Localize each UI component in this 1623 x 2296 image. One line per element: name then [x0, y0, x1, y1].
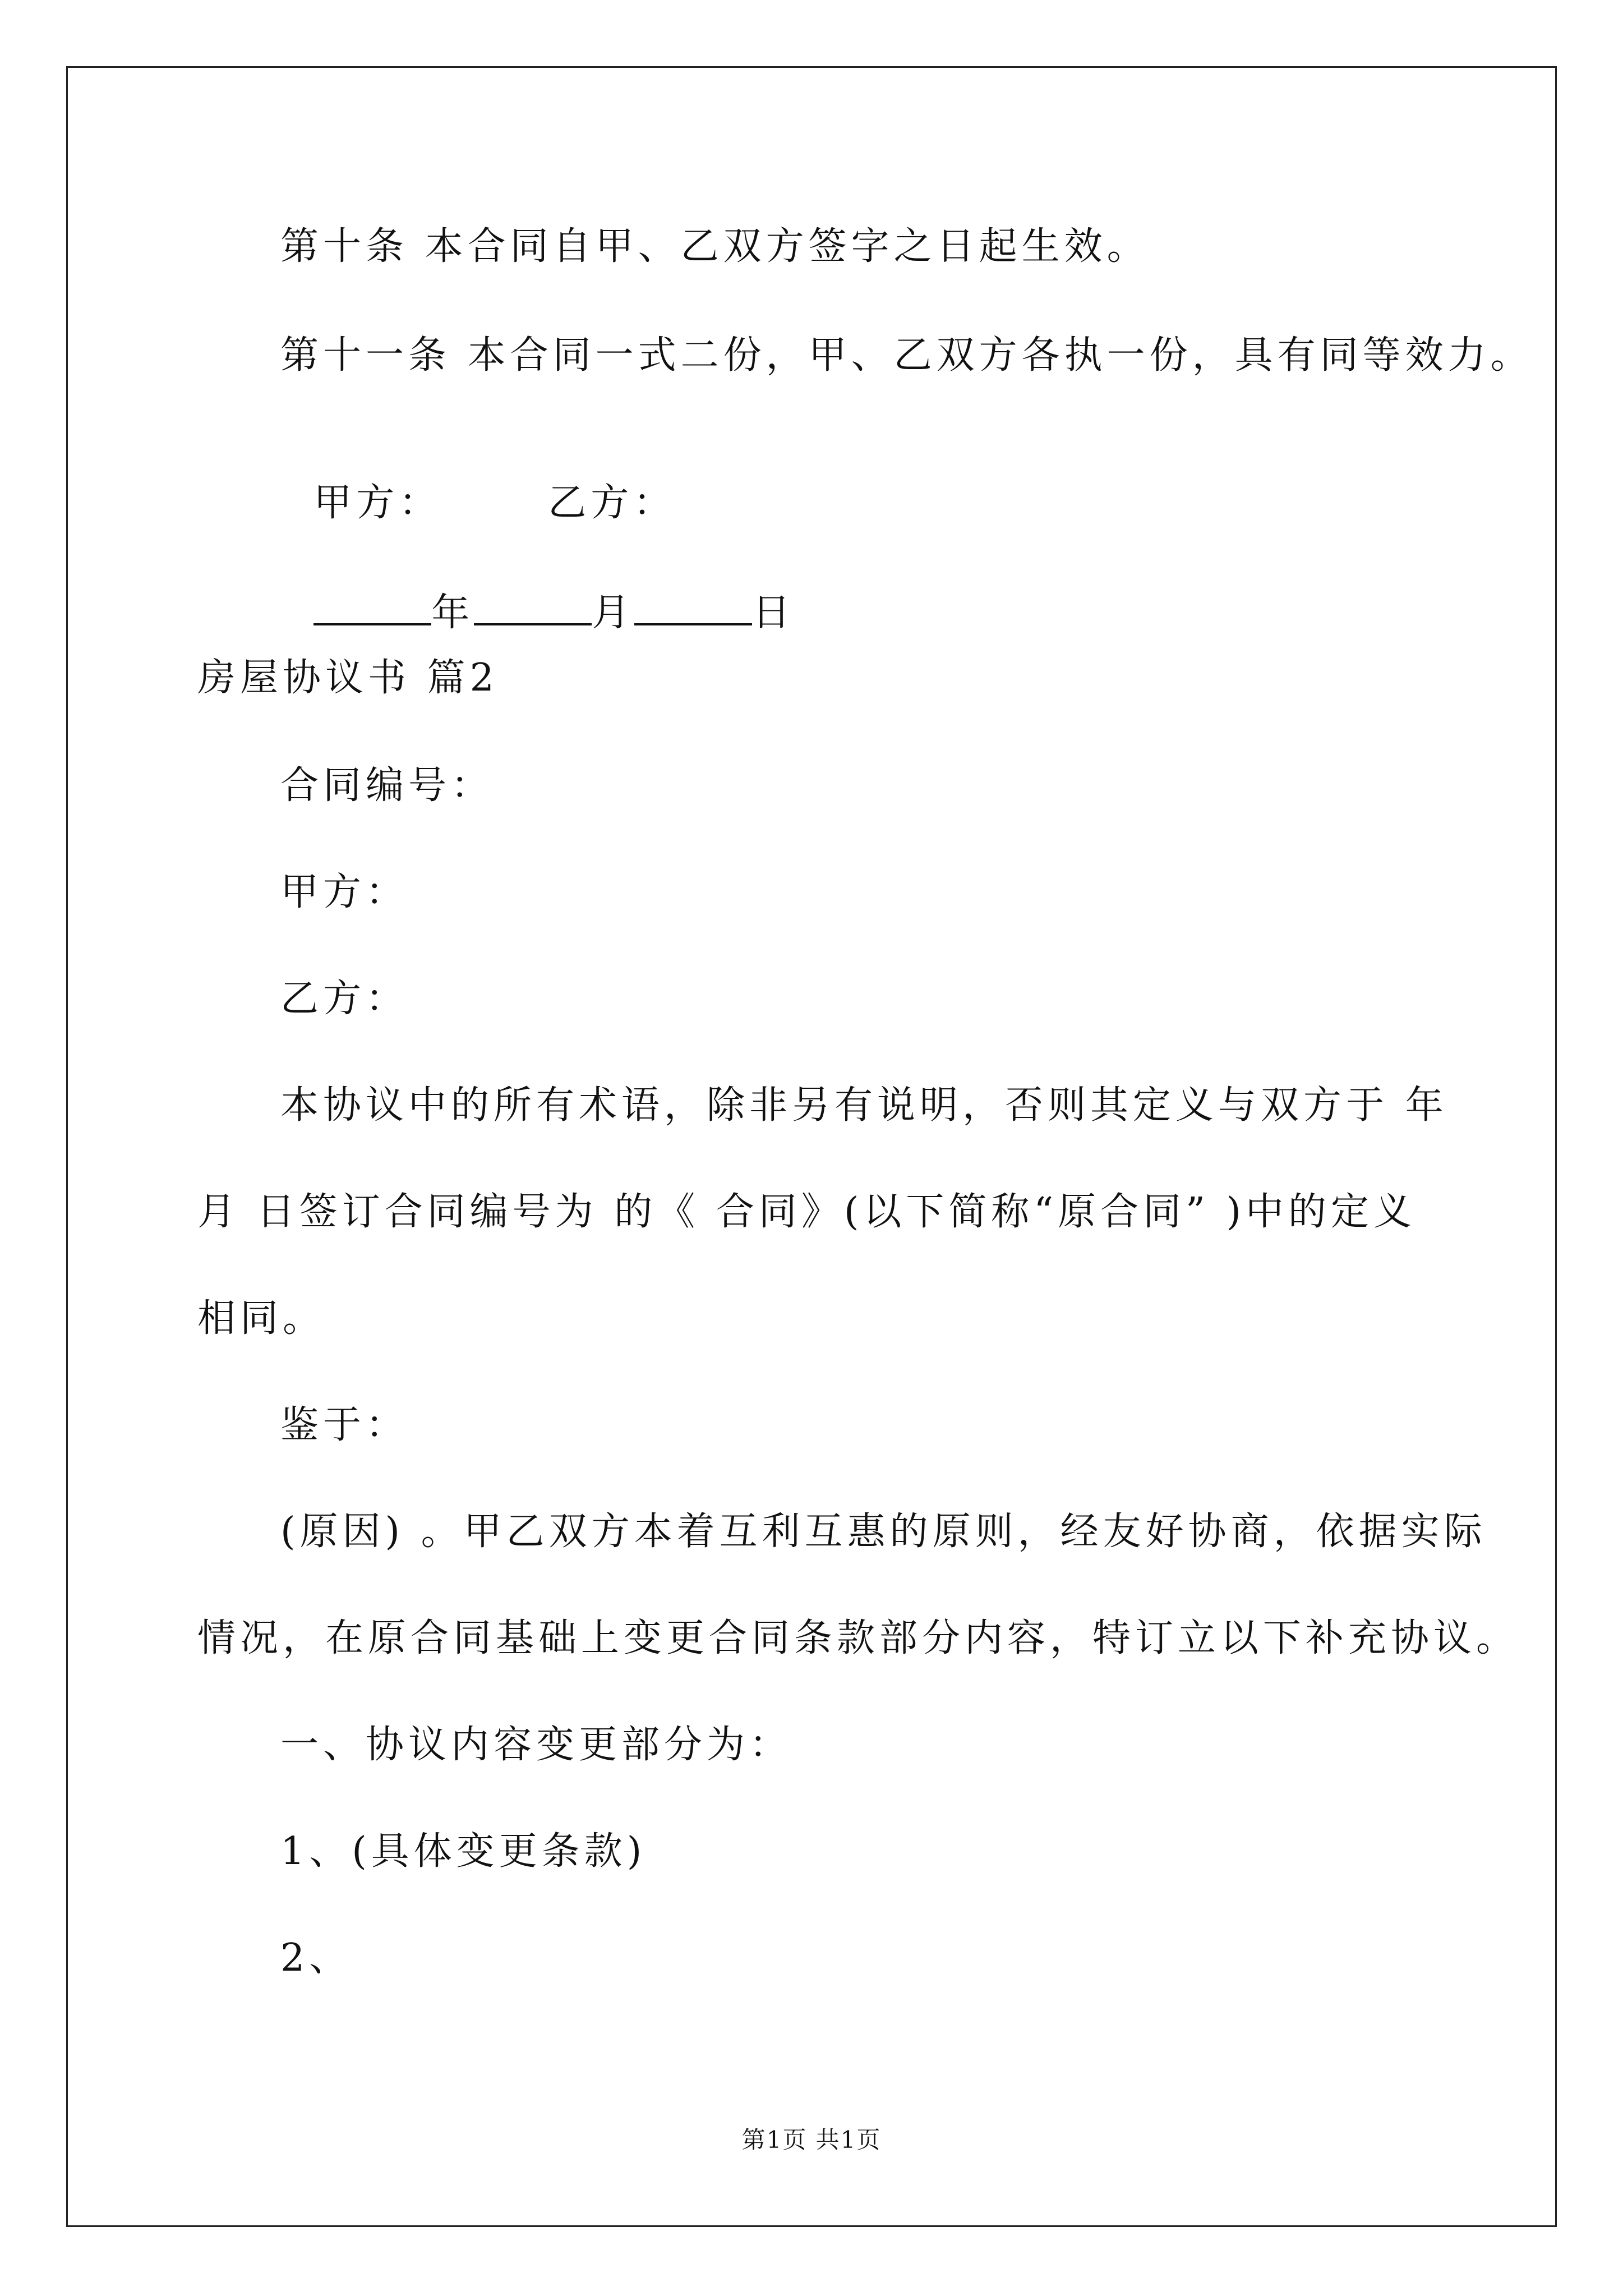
year-label: 年: [431, 591, 474, 635]
reason-line-2: 情况，在原合同基础上变更合同条款部分内容，特订立以下补充协议。: [197, 1616, 1519, 1660]
changes-heading: 一、协议内容变更部分为：: [280, 1723, 792, 1767]
page-footer: 第1页 共1页: [741, 2126, 882, 2154]
month-label: 月: [592, 591, 635, 635]
contract-number-label: 合同编号：: [280, 763, 494, 808]
month-blank: [474, 590, 592, 625]
terms-line-1: 本协议中的所有术语，除非另有说明，否则其定义与双方于 年: [280, 1083, 1448, 1128]
page-border: [66, 66, 1557, 2227]
article-11: 第十一条 本合同一式二份，甲、乙双方各执一份，具有同等效力。: [280, 333, 1533, 378]
section-title: 房屋协议书 篇2: [197, 656, 499, 700]
change-item-1: 1、(具体变更条款): [280, 1829, 647, 1874]
whereas-label: 鉴于：: [280, 1403, 409, 1447]
signature-date: [280, 551, 795, 635]
day-label: 日: [752, 591, 795, 635]
party-b-label: 乙方：: [548, 481, 676, 525]
change-item-2: 2、: [280, 1936, 352, 1980]
party-a-label-2: 甲方：: [280, 870, 409, 914]
year-blank: [313, 590, 431, 625]
terms-line-3: 相同。: [197, 1296, 326, 1341]
reason-line-1: (原因) 。甲乙双方本着互利互惠的原则，经友好协商，依据实际: [280, 1510, 1487, 1554]
signature-parties: [280, 446, 676, 525]
party-a-label: 甲方：: [313, 481, 442, 525]
party-b-label-2: 乙方：: [280, 977, 409, 1021]
day-blank: [634, 590, 752, 625]
terms-line-2: 月 日签订合同编号为 的《 合同》(以下简称“原合同” )中的定义: [197, 1190, 1417, 1234]
article-10: 第十条 本合同自甲、乙双方签字之日起生效。: [280, 224, 1150, 269]
